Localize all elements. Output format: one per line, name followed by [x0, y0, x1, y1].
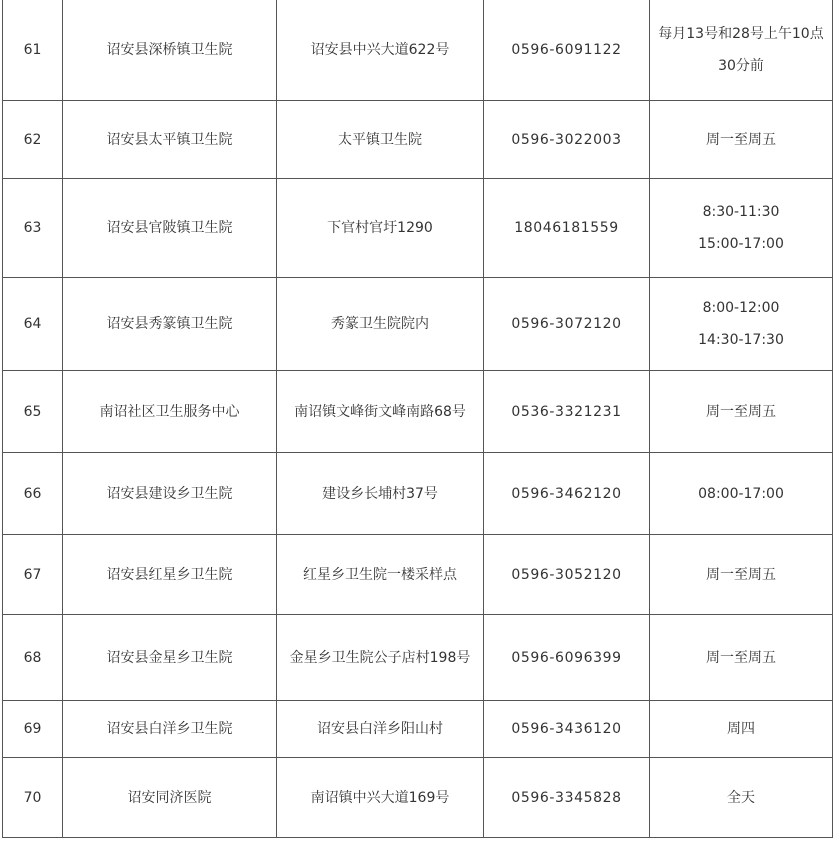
clinic-phone: 0596-3072120 [484, 278, 650, 371]
service-time [650, 371, 833, 453]
sampling-sites-table-container [2, 0, 832, 838]
table-row [3, 371, 833, 453]
service-time-line: 周一至周五 [706, 649, 776, 666]
table-row [3, 615, 833, 701]
service-time-line: 8:00-12:00 [702, 300, 780, 316]
row-number: 64 [3, 278, 63, 371]
clinic-name: 诏安县白洋乡卫生院 [63, 701, 277, 758]
row-number: 67 [3, 535, 63, 615]
service-time-line: 周一至周五 [706, 403, 776, 420]
clinic-name: 诏安县太平镇卫生院 [63, 101, 277, 179]
service-time-line: 周一至周五 [706, 566, 776, 583]
service-time-line: 15:00-17:00 [698, 236, 784, 252]
row-number: 63 [3, 179, 63, 278]
sampling-sites-table [2, 0, 833, 838]
clinic-phone: 0596-6096399 [484, 615, 650, 701]
service-time [650, 535, 833, 615]
clinic-name: 诏安县红星乡卫生院 [63, 535, 277, 615]
table-row [3, 453, 833, 535]
table-row [3, 101, 833, 179]
clinic-name: 诏安同济医院 [63, 758, 277, 838]
clinic-address: 红星乡卫生院一楼采样点 [277, 535, 484, 615]
row-number: 68 [3, 615, 63, 701]
service-time [650, 179, 833, 278]
clinic-phone: 0536-3321231 [484, 371, 650, 453]
row-number: 61 [3, 0, 63, 101]
service-time [650, 278, 833, 371]
service-time [650, 615, 833, 701]
clinic-phone: 0596-6091122 [484, 0, 650, 101]
service-time-line: 08:00-17:00 [698, 485, 784, 502]
clinic-address: 诏安县中兴大道622号 [277, 0, 484, 101]
service-time-line: 每月13号和28号上午10点30分前 [658, 25, 824, 74]
clinic-address: 金星乡卫生院公子店村198号 [277, 615, 484, 701]
clinic-phone: 0596-3052120 [484, 535, 650, 615]
clinic-phone: 0596-3022003 [484, 101, 650, 179]
row-number: 70 [3, 758, 63, 838]
service-time-line: 14:30-17:30 [698, 332, 784, 348]
clinic-name: 南诏社区卫生服务中心 [63, 371, 277, 453]
table-row [3, 179, 833, 278]
service-time [650, 453, 833, 535]
service-time [650, 758, 833, 838]
clinic-name: 诏安县建设乡卫生院 [63, 453, 277, 535]
service-time [650, 0, 833, 101]
row-number: 65 [3, 371, 63, 453]
clinic-address: 秀篆卫生院院内 [277, 278, 484, 371]
clinic-name: 诏安县深桥镇卫生院 [63, 0, 277, 101]
service-time [650, 701, 833, 758]
table-row [3, 701, 833, 758]
row-number: 66 [3, 453, 63, 535]
clinic-address: 下官村官圩1290 [277, 179, 484, 278]
clinic-phone: 0596-3462120 [484, 453, 650, 535]
clinic-name: 诏安县金星乡卫生院 [63, 615, 277, 701]
service-time-line: 全天 [727, 789, 755, 806]
row-number: 69 [3, 701, 63, 758]
clinic-name: 诏安县秀篆镇卫生院 [63, 278, 277, 371]
service-time-line: 周四 [727, 721, 755, 737]
service-time [650, 101, 833, 179]
service-time-line: 周一至周五 [706, 131, 776, 148]
clinic-phone: 18046181559 [484, 179, 650, 278]
clinic-address: 建设乡长埔村37号 [277, 453, 484, 535]
clinic-address: 诏安县白洋乡阳山村 [277, 701, 484, 758]
clinic-name: 诏安县官陂镇卫生院 [63, 179, 277, 278]
clinic-address: 太平镇卫生院 [277, 101, 484, 179]
table-row [3, 758, 833, 838]
row-number: 62 [3, 101, 63, 179]
table-row [3, 0, 833, 101]
clinic-phone: 0596-3345828 [484, 758, 650, 838]
service-time-line: 8:30-11:30 [702, 204, 780, 220]
table-row [3, 278, 833, 371]
clinic-address: 南诏镇中兴大道169号 [277, 758, 484, 838]
table-row [3, 535, 833, 615]
clinic-address: 南诏镇文峰街文峰南路68号 [277, 371, 484, 453]
clinic-phone: 0596-3436120 [484, 701, 650, 758]
